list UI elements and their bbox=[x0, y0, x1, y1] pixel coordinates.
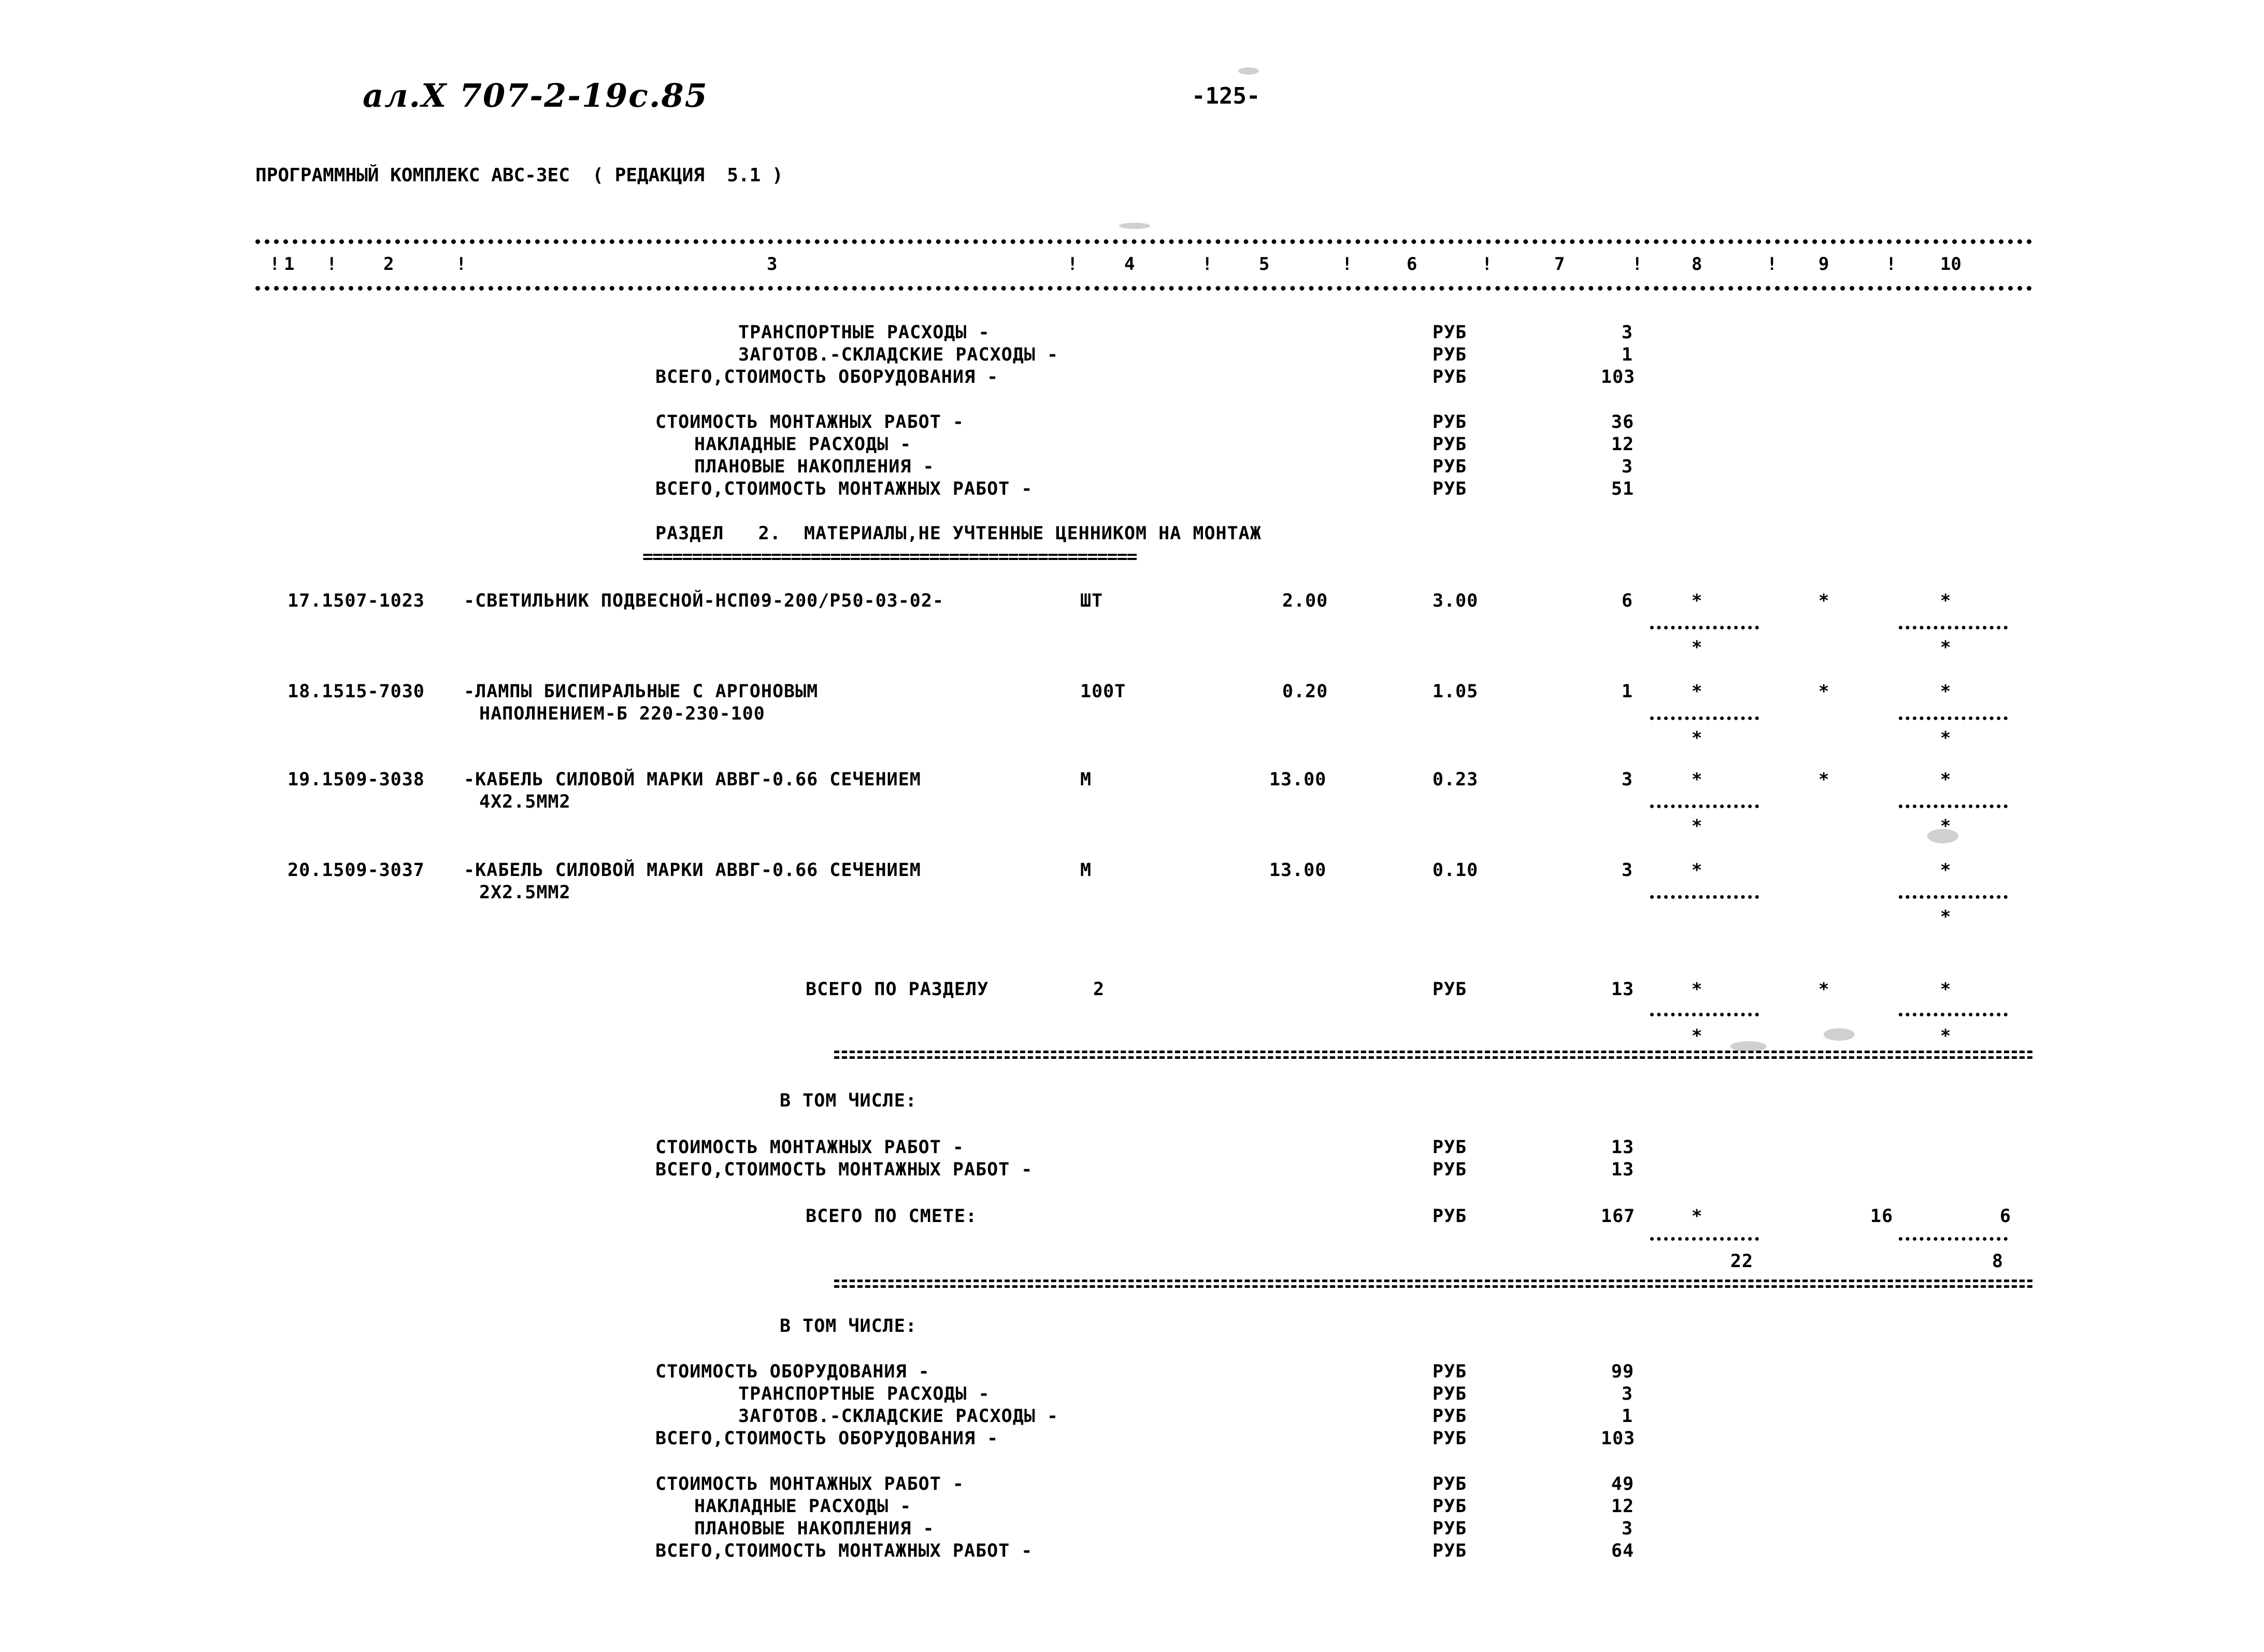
summary-label: ВСЕГО,СТОИМОСТЬ ОБОРУДОВАНИЯ - bbox=[655, 367, 999, 387]
item-qty: 0.20 bbox=[1282, 681, 1328, 702]
item-qty: 13.00 bbox=[1269, 860, 1327, 881]
incl-label: ВСЕГО,СТОИМОСТЬ ОБОРУДОВАНИЯ - bbox=[655, 1428, 999, 1449]
section-total-label: ВСЕГО ПО РАЗДЕЛУ bbox=[806, 979, 989, 1000]
incl-label: ТРАНСПОРТНЫЕ РАСХОДЫ - bbox=[738, 1384, 990, 1404]
col-sep: ! bbox=[1632, 254, 1643, 275]
item-name-line2: 4Х2.5ММ2 bbox=[479, 792, 571, 812]
document-reference: ал.X 707-2-19с.85 bbox=[363, 77, 708, 114]
program-title: ПРОГРАММНЫЙ КОМПЛЕКС АВС-3ЕС ( РЕДАКЦИЯ 5.1 ) bbox=[255, 165, 783, 186]
incl-unit: РУБ bbox=[1432, 1541, 1467, 1561]
empty-cell-mark: * bbox=[1818, 681, 1829, 702]
section-title: РАЗДЕЛ 2. МАТЕРИАЛЫ,НЕ УЧТЕННЫЕ ЦЕННИКОМ НА МОНТАЖ bbox=[655, 523, 1262, 544]
incl-unit: РУБ bbox=[1432, 1384, 1467, 1404]
incl-value: 103 bbox=[1601, 1428, 1636, 1449]
col-sep: ! bbox=[456, 254, 467, 275]
subtotal-rule bbox=[1899, 716, 2008, 720]
summary-label: ВСЕГО,СТОИМОСТЬ МОНТАЖНЫХ РАБОТ - bbox=[655, 479, 1033, 499]
item-total: 6 bbox=[1622, 591, 1633, 611]
empty-cell-mark: * bbox=[1692, 591, 1702, 611]
incl-value: 99 bbox=[1611, 1361, 1635, 1382]
incl-value: 49 bbox=[1611, 1474, 1635, 1495]
incl-label: НАКЛАДНЫЕ РАСХОДЫ - bbox=[694, 1496, 912, 1517]
summary-unit: РУБ bbox=[1432, 322, 1467, 343]
incl-label: ВСЕГО,СТОИМОСТЬ МОНТАЖНЫХ РАБОТ - bbox=[655, 1541, 1033, 1561]
incl-label: ПЛАНОВЫЕ НАКОПЛЕНИЯ - bbox=[694, 1518, 935, 1539]
subtotal-rule bbox=[1899, 805, 2008, 808]
subtotal-rule bbox=[1899, 626, 2008, 629]
item-price: 3.00 bbox=[1432, 591, 1479, 611]
empty-cell-mark: * bbox=[1940, 979, 1951, 1000]
item-name: -КАБЕЛЬ СИЛОВОЙ МАРКИ АВВГ-0.66 СЕЧЕНИЕМ bbox=[464, 860, 921, 881]
summary-value: 12 bbox=[1611, 434, 1635, 455]
item-name: -КАБЕЛЬ СИЛОВОЙ МАРКИ АВВГ-0.66 СЕЧЕНИЕМ bbox=[464, 769, 921, 790]
item-code: 19.1509-3038 bbox=[288, 769, 425, 790]
estimate-total-label: ВСЕГО ПО СМЕТЕ: bbox=[806, 1206, 978, 1227]
subtotal-rule bbox=[1899, 1013, 2008, 1016]
table-top-rule bbox=[255, 239, 2032, 244]
column-number-7: 7 bbox=[1554, 254, 1565, 275]
item-price: 0.10 bbox=[1432, 860, 1479, 881]
column-number-1: 1 bbox=[284, 254, 295, 275]
section-total-rule bbox=[834, 1051, 2032, 1059]
item-total: 1 bbox=[1622, 681, 1633, 702]
section-total-number: 2 bbox=[1093, 979, 1105, 1000]
incl-value: 13 bbox=[1611, 1137, 1635, 1158]
subtotal-rule bbox=[1650, 805, 1759, 808]
summary-value: 3 bbox=[1622, 322, 1633, 343]
summary-value: 103 bbox=[1601, 367, 1636, 387]
summary-value: 3 bbox=[1622, 456, 1633, 477]
section-underline: ================================================== bbox=[642, 547, 1137, 567]
incl-label: СТОИМОСТЬ МОНТАЖНЫХ РАБОТ - bbox=[655, 1474, 964, 1495]
subtotal-rule bbox=[1650, 1013, 1759, 1016]
item-code: 18.1515-7030 bbox=[288, 681, 425, 702]
incl-value: 12 bbox=[1611, 1496, 1635, 1517]
incl-value: 3 bbox=[1622, 1384, 1633, 1404]
summary-unit: РУБ bbox=[1432, 434, 1467, 455]
empty-cell-mark: * bbox=[1818, 591, 1829, 611]
page-number: -125- bbox=[1192, 83, 1260, 109]
incl-title: В ТОМ ЧИСЛЕ: bbox=[780, 1090, 917, 1111]
scan-noise bbox=[1927, 829, 1958, 843]
subtotal-rule bbox=[1899, 1237, 2008, 1241]
col-sep: ! bbox=[1482, 254, 1493, 275]
incl-unit: РУБ bbox=[1432, 1428, 1467, 1449]
scan-noise bbox=[1730, 1041, 1767, 1052]
item-unit: М bbox=[1080, 769, 1092, 790]
item-code: 17.1507-1023 bbox=[288, 591, 425, 611]
col-sep: ! bbox=[326, 254, 337, 275]
empty-cell-mark: * bbox=[1940, 728, 1951, 749]
empty-cell-mark: * bbox=[1940, 591, 1951, 611]
empty-cell-mark: * bbox=[1818, 769, 1829, 790]
subtotal-rule bbox=[1650, 626, 1759, 629]
col-sep: ! bbox=[1767, 254, 1778, 275]
empty-cell-mark: * bbox=[1940, 681, 1951, 702]
incl-label: ВСЕГО,СТОИМОСТЬ МОНТАЖНЫХ РАБОТ - bbox=[655, 1159, 1033, 1180]
summary-unit: РУБ bbox=[1432, 344, 1467, 365]
item-name-line2: 2Х2.5ММ2 bbox=[479, 882, 571, 903]
summary-value: 36 bbox=[1611, 412, 1635, 433]
col-sep: ! bbox=[1342, 254, 1353, 275]
col-sep: ! bbox=[1886, 254, 1897, 275]
summary-unit: РУБ bbox=[1432, 479, 1467, 499]
incl-label: СТОИМОСТЬ ОБОРУДОВАНИЯ - bbox=[655, 1361, 930, 1382]
section-total-unit: РУБ bbox=[1432, 979, 1467, 1000]
item-unit: 100Т bbox=[1080, 681, 1126, 702]
empty-cell-mark: * bbox=[1940, 1026, 1951, 1046]
col-sep-left: ! bbox=[269, 254, 280, 275]
incl-unit: РУБ bbox=[1432, 1518, 1467, 1539]
summary-label: ТРАНСПОРТНЫЕ РАСХОДЫ - bbox=[738, 322, 990, 343]
column-number-8: 8 bbox=[1692, 254, 1702, 275]
incl-value: 3 bbox=[1622, 1518, 1633, 1539]
item-price: 0.23 bbox=[1432, 769, 1479, 790]
incl-title: В ТОМ ЧИСЛЕ: bbox=[780, 1316, 917, 1337]
table-header-rule bbox=[255, 286, 2032, 291]
item-total: 3 bbox=[1622, 769, 1633, 790]
empty-cell-mark: * bbox=[1940, 907, 1951, 927]
empty-cell-mark: * bbox=[1692, 1026, 1702, 1046]
section-total-value: 13 bbox=[1611, 979, 1635, 1000]
summary-label: НАКЛАДНЫЕ РАСХОДЫ - bbox=[694, 434, 912, 455]
empty-cell-mark: * bbox=[1692, 860, 1702, 881]
column-number-9: 9 bbox=[1818, 254, 1829, 275]
scan-noise bbox=[1119, 223, 1150, 229]
item-name: -СВЕТИЛЬНИК ПОДВЕСНОЙ-НСП09-200/Р50-03-02- bbox=[464, 591, 944, 611]
estimate-total-rule bbox=[834, 1280, 2032, 1288]
item-price: 1.05 bbox=[1432, 681, 1479, 702]
incl-value: 13 bbox=[1611, 1159, 1635, 1180]
incl-value: 1 bbox=[1622, 1406, 1633, 1427]
empty-cell-mark: * bbox=[1692, 637, 1702, 658]
subtotal-rule bbox=[1650, 1237, 1759, 1241]
summary-label: СТОИМОСТЬ МОНТАЖНЫХ РАБОТ - bbox=[655, 412, 964, 433]
column-number-4: 4 bbox=[1124, 254, 1135, 275]
empty-cell-mark: * bbox=[1692, 979, 1702, 1000]
item-unit: М bbox=[1080, 860, 1092, 881]
column-number-6: 6 bbox=[1407, 254, 1417, 275]
estimate-col10-value: 8 bbox=[1992, 1251, 2004, 1272]
summary-label: ЗАГОТОВ.-СКЛАДСКИЕ РАСХОДЫ - bbox=[738, 344, 1059, 365]
incl-unit: РУБ bbox=[1432, 1496, 1467, 1517]
column-number-3: 3 bbox=[767, 254, 778, 275]
column-number-2: 2 bbox=[383, 254, 394, 275]
incl-value: 64 bbox=[1611, 1541, 1635, 1561]
incl-unit: РУБ bbox=[1432, 1159, 1467, 1180]
empty-cell-mark: * bbox=[1692, 769, 1702, 790]
incl-label: ЗАГОТОВ.-СКЛАДСКИЕ РАСХОДЫ - bbox=[738, 1406, 1059, 1427]
item-unit: ШТ bbox=[1080, 591, 1104, 611]
item-total: 3 bbox=[1622, 860, 1633, 881]
subtotal-rule bbox=[1650, 716, 1759, 720]
estimate-col10-value: 16 bbox=[1870, 1206, 1894, 1227]
column-number-10: 10 bbox=[1940, 254, 1961, 275]
incl-unit: РУБ bbox=[1432, 1137, 1467, 1158]
summary-label: ПЛАНОВЫЕ НАКОПЛЕНИЯ - bbox=[694, 456, 935, 477]
estimate-total-unit: РУБ bbox=[1432, 1206, 1467, 1227]
empty-cell-mark: * bbox=[1692, 728, 1702, 749]
column-number-5: 5 bbox=[1259, 254, 1270, 275]
estimate-col8-value: 22 bbox=[1730, 1251, 1754, 1272]
scan-noise bbox=[1238, 67, 1259, 75]
empty-cell-mark: * bbox=[1692, 681, 1702, 702]
empty-cell-mark: * bbox=[1940, 637, 1951, 658]
empty-cell-mark: * bbox=[1940, 816, 1951, 837]
subtotal-rule bbox=[1650, 895, 1759, 899]
incl-unit: РУБ bbox=[1432, 1361, 1467, 1382]
summary-unit: РУБ bbox=[1432, 456, 1467, 477]
estimate-total-value: 167 bbox=[1601, 1206, 1636, 1227]
empty-cell-mark: * bbox=[1940, 860, 1951, 881]
incl-label: СТОИМОСТЬ МОНТАЖНЫХ РАБОТ - bbox=[655, 1137, 964, 1158]
empty-cell-mark: * bbox=[1692, 1206, 1702, 1227]
incl-unit: РУБ bbox=[1432, 1406, 1467, 1427]
incl-unit: РУБ bbox=[1432, 1474, 1467, 1495]
empty-cell-mark: * bbox=[1692, 816, 1702, 837]
summary-unit: РУБ bbox=[1432, 412, 1467, 433]
item-qty: 2.00 bbox=[1282, 591, 1328, 611]
subtotal-rule bbox=[1899, 895, 2008, 899]
item-name: -ЛАМПЫ БИСПИРАЛЬНЫЕ С АРГОНОВЫМ bbox=[464, 681, 819, 702]
estimate-col10-value: 6 bbox=[2000, 1206, 2012, 1227]
col-sep: ! bbox=[1202, 254, 1213, 275]
item-name-line2: НАПОЛНЕНИЕМ-Б 220-230-100 bbox=[479, 703, 765, 724]
item-qty: 13.00 bbox=[1269, 769, 1327, 790]
empty-cell-mark: * bbox=[1940, 769, 1951, 790]
summary-value: 1 bbox=[1622, 344, 1633, 365]
summary-value: 51 bbox=[1611, 479, 1635, 499]
summary-unit: РУБ bbox=[1432, 367, 1467, 387]
col-sep: ! bbox=[1067, 254, 1078, 275]
scan-noise bbox=[1824, 1028, 1855, 1041]
empty-cell-mark: * bbox=[1818, 979, 1829, 1000]
item-code: 20.1509-3037 bbox=[288, 860, 425, 881]
